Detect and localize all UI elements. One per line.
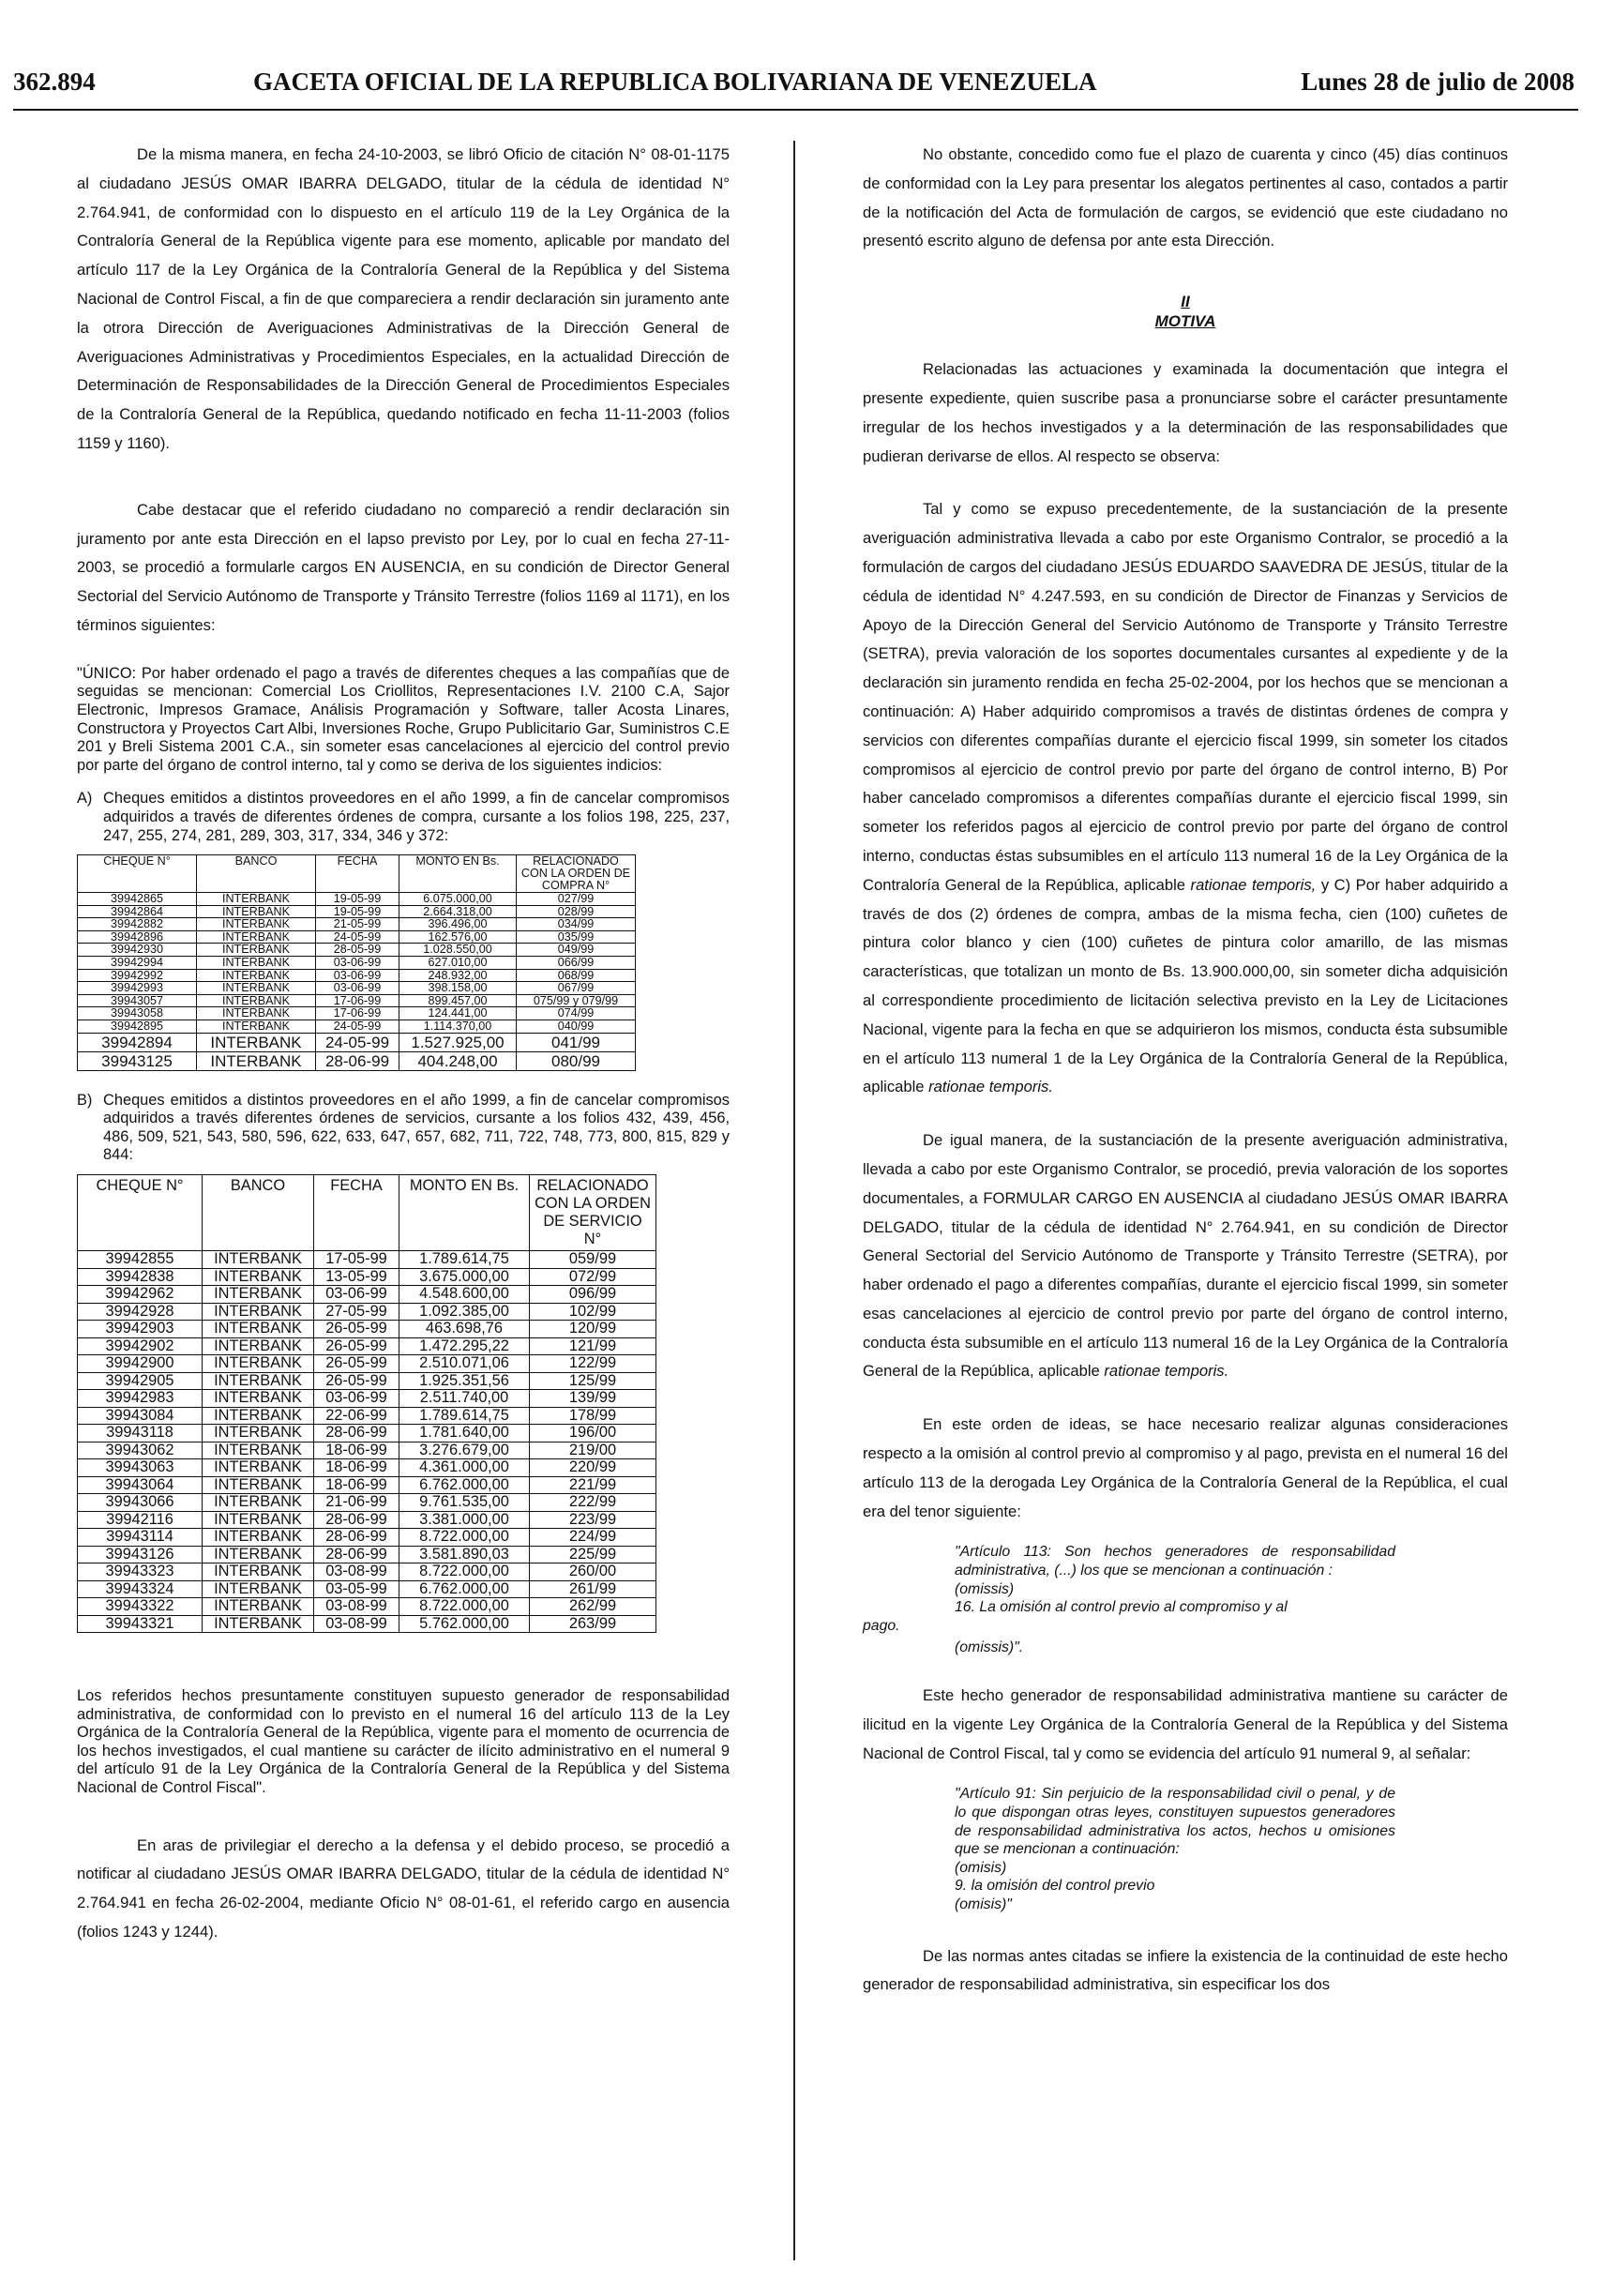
date-cell: 28-06-99	[316, 1051, 399, 1070]
bank-cell: INTERBANK	[203, 1372, 314, 1390]
order-number-cell: 067/99	[517, 982, 636, 995]
rationae-temporis-2: rationae temporis.	[928, 1078, 1053, 1096]
amount-cell: 463.698,76	[399, 1321, 530, 1338]
date-cell: 17-05-99	[314, 1251, 399, 1269]
bank-cell: INTERBANK	[197, 969, 316, 982]
table-row	[78, 918, 636, 931]
date-cell: 22-06-99	[314, 1407, 399, 1425]
gazette-title: GACETA OFICIAL DE LA REPUBLICA BOLIVARIANA DE VENEZUELA	[253, 68, 1097, 96]
bank-cell: INTERBANK	[203, 1355, 314, 1373]
bank-cell: INTERBANK	[197, 944, 316, 957]
date-cell: 03-05-99	[314, 1580, 399, 1598]
table-b-col-fecha: FECHA	[314, 1175, 399, 1251]
table-a-header-row	[78, 855, 636, 893]
date-cell: 19-05-99	[316, 905, 399, 918]
date-cell: 03-08-99	[314, 1598, 399, 1616]
order-number-cell: 075/99 y 079/99	[517, 994, 636, 1007]
list-text-b: Cheques emitidos a distintos proveedores en el año 1999, a fin de cancelar compromisos adquiridos a través diferentes órdenes de servicios, cursante a los folios 432, 439, 456, 486, 509, 521, 543, 580, 596, 622, 633, 647, 657, 682, 711, 722, 748, 773, 800, 815, 829 y 844:	[103, 1091, 730, 1164]
order-number-cell: 122/99	[530, 1355, 656, 1373]
column-divider	[793, 141, 795, 2260]
date-cell: 24-05-99	[316, 930, 399, 944]
amount-cell: 2.511.740,00	[399, 1390, 530, 1408]
cheque-number-cell: 39943324	[78, 1580, 203, 1598]
table-row	[78, 905, 636, 918]
cheque-number-cell: 39942994	[78, 957, 197, 970]
cheque-number-cell: 39943323	[78, 1563, 203, 1581]
cheque-number-cell: 39942903	[78, 1321, 203, 1338]
text-cargo-c: y C) Por haber adquirido a través de dos (2) órdenes de compra, ambas de la misma fecha, cien (100) cuñetes de pintura color blanco y cien (100) cuñetes de pintura color amarillo, de las mismas características, que totalizan un monto de Bs. 13.900.000,00, sin someter dicha adquisición al correspondiente procedimiento de licitación selectiva previsto en la Ley de Licitaciones Nacional, vigente para la fecha en que se adquirieron los mismos, conducta ésta subsumible en el artículo 113 numeral 1 de la Ley Orgánica de la Contraloría General de la República, aplicable	[863, 875, 1508, 1096]
cheque-number-cell: 39943118	[78, 1425, 203, 1443]
cheque-number-cell: 39942838	[78, 1268, 203, 1286]
table-row	[78, 1459, 656, 1477]
date-cell: 28-06-99	[314, 1529, 399, 1547]
amount-cell: 6.762.000,00	[399, 1580, 530, 1598]
amount-cell: 1.789.614,75	[399, 1251, 530, 1269]
table-row	[78, 1303, 656, 1321]
table-row	[78, 1407, 656, 1425]
amount-cell: 2.510.071,06	[399, 1355, 530, 1373]
bank-cell: INTERBANK	[203, 1529, 314, 1547]
amount-cell: 248.932,00	[399, 969, 517, 982]
table-row	[78, 1033, 636, 1051]
paragraph-citation: De la misma manera, en fecha 24-10-2003, se libró Oficio de citación N° 08-01-1175 al ciudadano JESÚS OMAR IBARRA DELGADO, titular de la cédula de identidad N° 2.764.941, de conformidad con lo dispuesto en el artículo 119 de la Ley Orgánica de la Contraloría General de la República vigente para ese momento, aplicable por mandato del artículo 117 de la Ley Orgánica de la Contraloría General de la República y del Sistema Nacional de Control Fiscal, a fin de que compareciera a rendir declaración sin juramento ante la otrora Dirección de Averiguaciones Administrativas de la Dirección General de Averiguaciones Administrativas y Procedimientos Especiales, en la actualidad Dirección de Determinación de Responsabilidades de la Dirección General de Procedimientos Especiales de la Contraloría General de la República, quedando notificado en fecha 11-11-2003 (folios 1159 y 1160).	[77, 145, 730, 452]
quote2-line2: (omisis)	[955, 1859, 1007, 1876]
table-row	[78, 1494, 656, 1512]
bank-cell: INTERBANK	[203, 1494, 314, 1512]
rationae-temporis-3: rationae temporis.	[1104, 1362, 1229, 1381]
cheque-number-cell: 39942855	[78, 1251, 203, 1269]
amount-cell: 5.762.000,00	[399, 1615, 530, 1633]
amount-cell: 1.114.370,00	[399, 1020, 517, 1034]
amount-cell: 1.527.925,00	[399, 1033, 517, 1051]
amount-cell: 4.361.000,00	[399, 1459, 530, 1477]
cheque-number-cell: 39942983	[78, 1390, 203, 1408]
date-cell: 17-06-99	[316, 994, 399, 1007]
date-cell: 18-06-99	[314, 1476, 399, 1494]
order-number-cell: 027/99	[517, 893, 636, 906]
right-column	[863, 131, 1508, 2000]
cheque-number-cell: 39943063	[78, 1459, 203, 1477]
table-a-col-orden: RELACIONADO CON LA ORDEN DE COMPRA N°	[517, 855, 636, 893]
bank-cell: INTERBANK	[203, 1321, 314, 1338]
order-number-cell: 260/00	[530, 1563, 656, 1581]
text-cargos-a-b: Tal y como se expuso precedentemente, de la sustanciación de la presente averiguación administrativa llevada a cabo por este Organismo Contralor, se procedió a la formulación de cargos del ciudadano JESÚS EDUARDO SAAVEDRA DE JESÚS, titular de la cédula de identidad N° 4.247.593, en su condición de Director de Finanzas y Servicios de Apoyo de la Dirección General del Servicio Autónomo de Transporte y Tránsito Terrestre (SETRA), previa valoración de los soportes documentales cursantes al expediente y de la declaración sin juramento rendida en fecha 25-02-2004, por los hechos que se mencionan a continuación: A) Haber adquirido compromisos a través de distintas órdenes de compra y servicios con diferentes compañías durante el ejercicio fiscal 1999, sin someter los citados compromisos al ejercicio de control previo por parte del órgano de control interno, B) Por haber cancelado compromisos a diferentes compañías durante el ejercicio fiscal 1999, sin someter los referidos pagos al ejercicio de control previo por parte del órgano de control interno, conductas éstas subsumibles en el artículo 113 numeral 16 de la Ley Orgánica de la Contraloría General de la República, aplicable	[863, 500, 1508, 894]
date-cell: 26-05-99	[314, 1321, 399, 1338]
order-number-cell: 261/99	[530, 1580, 656, 1598]
cheque-number-cell: 39942928	[78, 1303, 203, 1321]
bank-cell: INTERBANK	[197, 957, 316, 970]
table-row	[78, 1020, 636, 1034]
table-b-header-row	[78, 1175, 656, 1251]
cheque-number-cell: 39942894	[78, 1033, 197, 1051]
date-cell: 26-05-99	[314, 1372, 399, 1390]
date-cell: 28-06-99	[314, 1511, 399, 1529]
table-a-col-fecha: FECHA	[316, 855, 399, 893]
paragraph-motiva: Relacionadas las actuaciones y examinada la documentación que integra el presente expediente, quien suscribe pasa a pronunciarse sobre el carácter presuntamente irregular de los hechos investigados y a la determinación de las responsabilidades que pudieran derivarse de ellos. Al respecto se observa:	[863, 360, 1508, 465]
cheque-number-cell: 39942882	[78, 918, 197, 931]
date-cell: 26-05-99	[314, 1355, 399, 1373]
amount-cell: 398.158,00	[399, 982, 517, 995]
amount-cell: 3.276.679,00	[399, 1442, 530, 1459]
paragraph-defensa: En aras de privilegiar el derecho a la defensa y el debido proceso, se procedió a notificar al ciudadano JESÚS OMAR IBARRA DELGADO, titular de la cédula de identidad N° 2.764.941 en fecha 26-02-2004, mediante Oficio N° 08-01-61, el referido cargo en ausencia (folios 1243 y 1244).	[77, 1835, 730, 1941]
table-b-col-banco: BANCO	[203, 1175, 314, 1251]
bank-cell: INTERBANK	[203, 1268, 314, 1286]
date-cell: 03-06-99	[314, 1286, 399, 1304]
date-cell: 24-05-99	[316, 1020, 399, 1034]
cheque-number-cell: 39943058	[78, 1007, 197, 1020]
table-row	[78, 1511, 656, 1529]
table-row	[78, 1390, 656, 1408]
table-b-col-monto: MONTO EN Bs.	[399, 1175, 530, 1251]
order-number-cell: 220/99	[530, 1459, 656, 1477]
order-number-cell: 041/99	[517, 1033, 636, 1051]
paragraph-consideraciones: En este orden de ideas, se hace necesario realizar algunas consideraciones respecto a la omisión al control previo al compromiso y al pago, prevista en el numeral 16 del artículo 113 de la derogada Ley Orgánica de la Contraloría General de la República, el cual era del tenor siguiente:	[863, 1415, 1508, 1520]
order-number-cell: 049/99	[517, 944, 636, 957]
table-row	[78, 957, 636, 970]
section-number: II	[1181, 293, 1190, 311]
quote1-line3: 16. La omisión al control previo al compromiso y al	[955, 1599, 1288, 1616]
page-header	[0, 58, 1597, 114]
bank-cell: INTERBANK	[203, 1476, 314, 1494]
cheque-number-cell: 39943126	[78, 1546, 203, 1563]
cheque-number-cell: 39942930	[78, 944, 197, 957]
issue-date: Lunes 28 de julio de 2008	[1301, 68, 1574, 96]
order-number-cell: 120/99	[530, 1321, 656, 1338]
bank-cell: INTERBANK	[197, 905, 316, 918]
bank-cell: INTERBANK	[203, 1390, 314, 1408]
bank-cell: INTERBANK	[203, 1546, 314, 1563]
amount-cell: 3.581.890,03	[399, 1546, 530, 1563]
table-row	[78, 969, 636, 982]
date-cell: 17-06-99	[316, 1007, 399, 1020]
order-number-cell: 096/99	[530, 1286, 656, 1304]
cheque-number-cell: 39942895	[78, 1020, 197, 1034]
amount-cell: 6.762.000,00	[399, 1476, 530, 1494]
amount-cell: 396.496,00	[399, 918, 517, 931]
quote2-line1: "Artículo 91: Sin perjuicio de la responsabilidad civil o penal, y de lo que dispongan otras leyes, constituyen supuestos generadores de responsabilidad administrativa los actos, hechos u omisiones que se mencionan a continuación:	[955, 1786, 1395, 1858]
date-cell: 21-06-99	[314, 1494, 399, 1512]
amount-cell: 6.075.000,00	[399, 893, 517, 906]
order-number-cell: 224/99	[530, 1529, 656, 1547]
order-number-cell: 223/99	[530, 1511, 656, 1529]
list-item-b	[77, 1092, 730, 1165]
order-number-cell: 059/99	[530, 1251, 656, 1269]
section-title: MOTIVA	[1154, 312, 1216, 331]
list-item-a	[77, 790, 730, 845]
table-b-col-orden: RELACIONADO CON LA ORDEN DE SERVICIO N°	[530, 1175, 656, 1251]
paragraph-vigente: Este hecho generador de responsabilidad administrativa mantiene su carácter de ilicitud en la vigente Ley Orgánica de la Contraloría General de la República y del Sistema Nacional de Control Fiscal, tal y como se evidencia del artículo 91 numeral 9, al señalar:	[863, 1686, 1508, 1762]
table-row	[78, 1476, 656, 1494]
date-cell: 28-05-99	[316, 944, 399, 957]
cheque-number-cell: 39943084	[78, 1407, 203, 1425]
table-row	[78, 1372, 656, 1390]
cheque-number-cell: 39943062	[78, 1442, 203, 1459]
table-row	[78, 1337, 656, 1355]
table-row	[78, 1563, 656, 1581]
cheque-number-cell: 39943066	[78, 1494, 203, 1512]
amount-cell: 1.925.351,56	[399, 1372, 530, 1390]
quote1-line2: (omissis)	[955, 1580, 1015, 1597]
table-a-col-banco: BANCO	[197, 855, 316, 893]
amount-cell: 899.457,00	[399, 994, 517, 1007]
table-row	[78, 1598, 656, 1616]
order-number-cell: 196/00	[530, 1425, 656, 1443]
bank-cell: INTERBANK	[197, 1007, 316, 1020]
amount-cell: 1.092.385,00	[399, 1303, 530, 1321]
order-number-cell: 221/99	[530, 1476, 656, 1494]
table-a-col-cheque: CHEQUE N°	[78, 855, 197, 893]
bank-cell: INTERBANK	[197, 1051, 316, 1070]
amount-cell: 3.675.000,00	[399, 1268, 530, 1286]
amount-cell: 3.381.000,00	[399, 1511, 530, 1529]
order-number-cell: 028/99	[517, 905, 636, 918]
bank-cell: INTERBANK	[197, 994, 316, 1007]
amount-cell: 2.664.318,00	[399, 905, 517, 918]
cheques-table-b	[77, 1174, 656, 1633]
date-cell: 18-06-99	[314, 1442, 399, 1459]
list-label-a: A)	[77, 790, 93, 808]
quote1-line4: pago.	[863, 1617, 900, 1634]
left-column	[77, 131, 730, 1947]
cheque-number-cell: 39943114	[78, 1529, 203, 1547]
table-row	[78, 1251, 656, 1269]
order-number-cell: 263/99	[530, 1615, 656, 1633]
order-number-cell: 072/99	[530, 1268, 656, 1286]
date-cell: 03-06-99	[314, 1390, 399, 1408]
cheque-number-cell: 39943322	[78, 1598, 203, 1616]
cheque-number-cell: 39942865	[78, 893, 197, 906]
cheque-number-cell: 39942905	[78, 1372, 203, 1390]
quote2-line4: (omisis)"	[955, 1896, 1012, 1912]
amount-cell: 1.472.295,22	[399, 1337, 530, 1355]
amount-cell: 8.722.000,00	[399, 1598, 530, 1616]
amount-cell: 8.722.000,00	[399, 1529, 530, 1547]
bank-cell: INTERBANK	[197, 1020, 316, 1034]
order-number-cell: 040/99	[517, 1020, 636, 1034]
cheque-number-cell: 39942900	[78, 1355, 203, 1373]
bank-cell: INTERBANK	[203, 1615, 314, 1633]
date-cell: 24-05-99	[316, 1033, 399, 1051]
table-row	[78, 1442, 656, 1459]
bank-cell: INTERBANK	[203, 1251, 314, 1269]
order-number-cell: 035/99	[517, 930, 636, 944]
cheques-table-a	[77, 854, 636, 1071]
table-row	[78, 982, 636, 995]
list-label-b: B)	[77, 1091, 93, 1109]
table-row	[78, 1051, 636, 1070]
quote2-line3: 9. la omisión del control previo	[955, 1878, 1155, 1895]
page-number: 362.894	[13, 68, 96, 96]
cheque-number-cell: 39942864	[78, 905, 197, 918]
date-cell: 27-05-99	[314, 1303, 399, 1321]
date-cell: 18-06-99	[314, 1459, 399, 1477]
bank-cell: INTERBANK	[203, 1303, 314, 1321]
order-number-cell: 262/99	[530, 1598, 656, 1616]
amount-cell: 162.576,00	[399, 930, 517, 944]
paragraph-absence: Cabe destacar que el referido ciudadano no compareció a rendir declaración sin juramento por ante esta Dirección en el lapso previsto por Ley, por lo cual en fecha 27-11-2003, se procedió a formularle cargos EN AUSENCIA, en su condición de Director General Sectorial del Servicio Autónomo de Transporte y Tránsito Terrestre (folios 1169 al 1171), en los términos siguientes:	[77, 500, 730, 634]
bank-cell: INTERBANK	[197, 918, 316, 931]
order-number-cell: 102/99	[530, 1303, 656, 1321]
order-number-cell: 121/99	[530, 1337, 656, 1355]
date-cell: 21-05-99	[316, 918, 399, 931]
list-text-a: Cheques emitidos a distintos proveedores en el año 1999, a fin de cancelar compromisos adquiridos a través de diferentes órdenes de compra, cursante a los folios 198, 225, 237, 247, 255, 274, 281, 289, 303, 317, 334, 346 y 372:	[103, 790, 730, 844]
order-number-cell: 034/99	[517, 918, 636, 931]
amount-cell: 1.789.614,75	[399, 1407, 530, 1425]
cheque-number-cell: 39942962	[78, 1286, 203, 1304]
bank-cell: INTERBANK	[203, 1286, 314, 1304]
table-row	[78, 1007, 636, 1020]
table-row	[78, 1321, 656, 1338]
cheque-number-cell: 39942896	[78, 930, 197, 944]
order-number-cell: 178/99	[530, 1407, 656, 1425]
order-number-cell: 068/99	[517, 969, 636, 982]
table-row	[78, 1580, 656, 1598]
amount-cell: 9.761.535,00	[399, 1494, 530, 1512]
text-cargo-ausencia: De igual manera, de la sustanciación de la presente averiguación administrativa, llevada a cabo por este Organismo Contralor, se procedió, previa valoración de los soportes documentales, a FORMULAR CARGO EN AUSENCIA al ciudadano JESÚS OMAR IBARRA DELGADO, titular de la cédula de identidad N° 2.764.941, en su condición de Director General Sectorial del Servicio Autónomo de Transporte y Tránsito Terrestre (SETRA), por haber ordenado el pago a diferentes compañías, durante el ejercicio fiscal 1999, sin someter esas cancelaciones al ejercicio de control previo por parte del órgano de control interno, conducta ésta subsumible en el artículo 113 numeral 16 de la Ley Orgánica de la Contraloría General de la República, aplicable	[863, 1131, 1508, 1381]
date-cell: 19-05-99	[316, 893, 399, 906]
table-row	[78, 994, 636, 1007]
rationae-temporis-1: rationae temporis,	[1190, 875, 1317, 894]
table-row	[78, 1425, 656, 1443]
amount-cell: 1.781.640,00	[399, 1425, 530, 1443]
cheque-number-cell: 39942993	[78, 982, 197, 995]
table-row	[78, 1529, 656, 1547]
amount-cell: 124.441,00	[399, 1007, 517, 1020]
paragraph-plazo: No obstante, concedido como fue el plazo de cuarenta y cinco (45) días continuos de conformidad con la Ley para presentar los alegatos pertinentes al caso, contados a partir de la notificación del Acta de formulación de cargos, se evidenció que este ciudadano no presentó escrito alguno de defensa por ante esta Dirección.	[863, 145, 1508, 250]
table-a-col-monto: MONTO EN Bs.	[399, 855, 517, 893]
quote-article-113	[863, 1543, 1508, 1657]
amount-cell: 404.248,00	[399, 1051, 517, 1070]
cheque-number-cell: 39943125	[78, 1051, 197, 1070]
date-cell: 28-06-99	[314, 1546, 399, 1563]
date-cell: 03-06-99	[316, 957, 399, 970]
quote1-line1: "Artículo 113: Son hechos generadores de responsabilidad administrativa, (...) los que se mencionan a continuación :	[955, 1544, 1395, 1579]
cheque-number-cell: 39942902	[78, 1337, 203, 1355]
quote-article-91	[863, 1785, 1508, 1913]
quote1-line5: (omissis)".	[955, 1639, 1024, 1656]
bank-cell: INTERBANK	[203, 1459, 314, 1477]
header-rule	[13, 109, 1578, 111]
table-row	[78, 1268, 656, 1286]
cheque-number-cell: 39943057	[78, 994, 197, 1007]
cheque-number-cell: 39942116	[78, 1511, 203, 1529]
amount-cell: 8.722.000,00	[399, 1563, 530, 1581]
date-cell: 13-05-99	[314, 1268, 399, 1286]
amount-cell: 1.028.550,00	[399, 944, 517, 957]
bank-cell: INTERBANK	[203, 1598, 314, 1616]
table-row	[78, 1355, 656, 1373]
table-row	[78, 930, 636, 944]
table-row	[78, 1546, 656, 1563]
order-number-cell: 080/99	[517, 1051, 636, 1070]
order-number-cell: 225/99	[530, 1546, 656, 1563]
paragraph-continuidad: De las normas antes citadas se infiere la existencia de la continuidad de este hecho generador de responsabilidad administrativa, sin especificar los dos	[863, 1946, 1508, 1994]
cheque-number-cell: 39942992	[78, 969, 197, 982]
order-number-cell: 074/99	[517, 1007, 636, 1020]
order-number-cell: 222/99	[530, 1494, 656, 1512]
table-row	[78, 1615, 656, 1633]
date-cell: 03-06-99	[316, 969, 399, 982]
bank-cell: INTERBANK	[197, 893, 316, 906]
amount-cell: 627.010,00	[399, 957, 517, 970]
bank-cell: INTERBANK	[197, 1033, 316, 1051]
order-number-cell: 066/99	[517, 957, 636, 970]
date-cell: 03-08-99	[314, 1563, 399, 1581]
date-cell: 28-06-99	[314, 1425, 399, 1443]
bank-cell: INTERBANK	[203, 1511, 314, 1529]
table-row	[78, 893, 636, 906]
bank-cell: INTERBANK	[197, 982, 316, 995]
table-b-col-cheque: CHEQUE N°	[78, 1175, 203, 1251]
order-number-cell: 219/00	[530, 1442, 656, 1459]
table-row	[78, 944, 636, 957]
bank-cell: INTERBANK	[203, 1563, 314, 1581]
order-number-cell: 125/99	[530, 1372, 656, 1390]
paragraph-formulacion-ibarra	[863, 1126, 1508, 1386]
paragraph-unico: "ÚNICO: Por haber ordenado el pago a través de diferentes cheques a las compañías que de seguidas se mencionan: Comercial Los Criollitos, Representaciones I.V. 2100 C.A, Sajor Electronic, Impresos Gramace, Análisis Programación y Software, taller Acosta Linares, Constructora y Proyectos Cart Albi, Inversiones Roche, Grupo Publicitario Gar, Suministros C.E 201 y Breli Sistema 2001 C.A., sin someter esas cancelaciones al ejercicio del control previo por parte del órgano de control interno, tal y como se deriva de los siguientes indicios:	[77, 664, 730, 774]
order-number-cell: 139/99	[530, 1390, 656, 1408]
date-cell: 26-05-99	[314, 1337, 399, 1355]
bank-cell: INTERBANK	[197, 930, 316, 944]
date-cell: 03-06-99	[316, 982, 399, 995]
bank-cell: INTERBANK	[203, 1442, 314, 1459]
bank-cell: INTERBANK	[203, 1580, 314, 1598]
amount-cell: 4.548.600,00	[399, 1286, 530, 1304]
cheque-number-cell: 39943064	[78, 1476, 203, 1494]
bank-cell: INTERBANK	[203, 1425, 314, 1443]
paragraph-formulacion-saavedra	[863, 495, 1508, 1102]
bank-cell: INTERBANK	[203, 1337, 314, 1355]
cheque-number-cell: 39943321	[78, 1615, 203, 1633]
bank-cell: INTERBANK	[203, 1407, 314, 1425]
table-row	[78, 1286, 656, 1304]
paragraph-hechos: Los referidos hechos presuntamente constituyen supuesto generador de responsabilidad administrativa, de conformidad con lo previsto en el numeral 16 del artículo 113 de la Ley Orgánica de la Contraloría General de la República, vigente para el momento de ocurrencia de los hechos investigados, el cual mantiene su carácter de ilícito administrativo en el numeral 9 del artículo 91 de la Ley Orgánica de la Contraloría General de la República y del Sistema Nacional de Control Fiscal".	[77, 1687, 730, 1796]
date-cell: 03-08-99	[314, 1615, 399, 1633]
